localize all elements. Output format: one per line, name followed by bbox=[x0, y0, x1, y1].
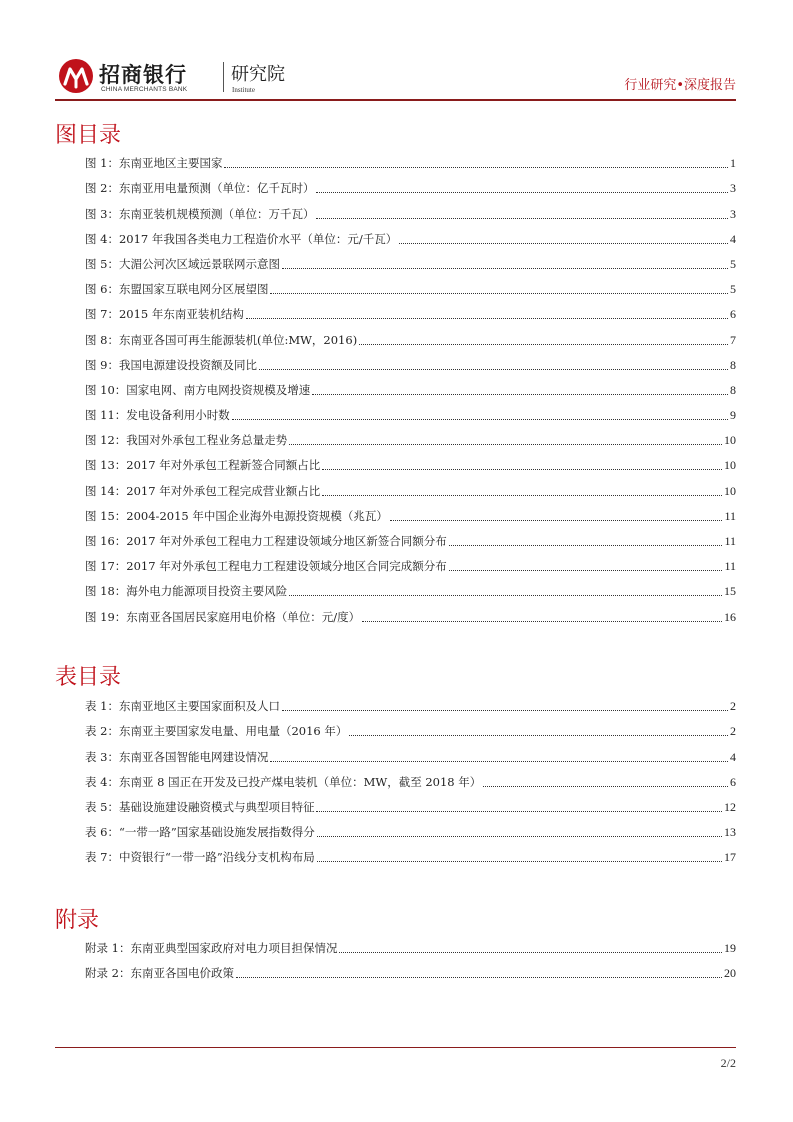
dot-leader bbox=[390, 520, 723, 521]
tables-toc-list bbox=[85, 689, 736, 865]
toc-entry-page: 11 bbox=[724, 534, 736, 548]
dot-leader bbox=[349, 735, 728, 736]
toc-entry-label: 图 18：海外电力能源项目投资主要风险 bbox=[85, 584, 288, 599]
toc-entry-label: 图 5：大湄公河次区域远景联网示意图 bbox=[85, 256, 280, 271]
toc-entry-page: 5 bbox=[730, 282, 736, 297]
dot-leader bbox=[322, 469, 722, 470]
toc-entry-label: 图 11：发电设备利用小时数 bbox=[85, 408, 230, 423]
toc-entry[interactable] bbox=[85, 473, 736, 498]
toc-entry-label: 图 6：东盟国家互联电网分区展望图 bbox=[85, 282, 269, 297]
toc-entry-label: 图 8：东南亚各国可再生能源装机(单位:MW，2016) bbox=[85, 332, 358, 347]
dot-leader bbox=[317, 861, 722, 862]
toc-entry-label: 表 5：基础设施建设融资模式与典型项目特征 bbox=[85, 799, 315, 814]
toc-entry-label: 表 6：“一带一路”国家基础设施发展指数得分 bbox=[85, 825, 315, 840]
dot-leader bbox=[289, 444, 722, 445]
toc-entry[interactable] bbox=[85, 689, 736, 714]
toc-entry-page: 2 bbox=[730, 724, 736, 739]
toc-entry-label: 图 10：国家电网、南方电网投资规模及增速 bbox=[85, 382, 311, 397]
institute-name-en: Institute bbox=[232, 86, 255, 94]
toc-entry-label: 附录 1：东南亚典型国家政府对电力项目担保情况 bbox=[85, 941, 338, 956]
toc-entry-label: 图 15：2004-2015 年中国企业海外电源投资规模（兆瓦） bbox=[85, 508, 388, 523]
figures-section-title: 图目录 bbox=[55, 123, 122, 148]
toc-entry[interactable] bbox=[85, 373, 736, 398]
dot-leader bbox=[236, 977, 722, 978]
toc-entry[interactable] bbox=[85, 423, 736, 448]
toc-entry-label: 图 1：东南亚地区主要国家 bbox=[85, 156, 223, 171]
toc-entry-label: 附录 2：东南亚各国电价政策 bbox=[85, 966, 234, 981]
toc-entry-page: 9 bbox=[730, 408, 736, 423]
toc-entry[interactable] bbox=[85, 272, 736, 297]
toc-entry[interactable] bbox=[85, 931, 736, 956]
footer-rule bbox=[55, 1047, 736, 1048]
toc-entry[interactable] bbox=[85, 499, 736, 524]
dot-leader bbox=[316, 192, 728, 193]
toc-entry-label: 图 4：2017 年我国各类电力工程造价水平（单位：元/千瓦） bbox=[85, 231, 398, 246]
toc-entry-label: 表 3：东南亚各国智能电网建设情况 bbox=[85, 749, 269, 764]
dot-leader bbox=[449, 545, 723, 546]
toc-entry-label: 图 9：我国电源建设投资额及同比 bbox=[85, 357, 257, 372]
header-rule bbox=[55, 99, 736, 101]
toc-entry-page: 11 bbox=[724, 508, 736, 523]
tables-section-title: 表目录 bbox=[55, 665, 122, 690]
bank-name-cn: 招商银行 bbox=[99, 63, 187, 87]
toc-entry[interactable] bbox=[85, 146, 736, 171]
dot-leader bbox=[362, 621, 722, 622]
bank-name-en: CHINA MERCHANTS BANK bbox=[101, 86, 188, 93]
dot-leader bbox=[270, 761, 728, 762]
toc-entry-page: 3 bbox=[730, 181, 736, 196]
dot-leader bbox=[282, 268, 728, 269]
dot-leader bbox=[449, 570, 723, 571]
toc-entry-page: 20 bbox=[724, 966, 736, 981]
logo-divider bbox=[223, 62, 224, 92]
dot-leader bbox=[483, 786, 728, 787]
toc-entry[interactable] bbox=[85, 448, 736, 473]
toc-entry-label: 图 17：2017 年对外承包工程电力工程建设领域分地区合同完成额分布 bbox=[85, 559, 447, 574]
toc-entry-page: 4 bbox=[730, 231, 736, 246]
cmb-logo-icon bbox=[58, 58, 94, 94]
toc-entry-label: 表 4：东南亚 8 国正在开发及已投产煤电装机（单位：MW，截至 2018 年） bbox=[85, 774, 482, 789]
toc-entry-page: 13 bbox=[724, 825, 736, 840]
toc-entry[interactable] bbox=[85, 599, 736, 624]
report-type-label: 行业研究•深度报告 bbox=[624, 78, 736, 93]
toc-entry-page: 19 bbox=[724, 941, 736, 956]
toc-entry[interactable] bbox=[85, 815, 736, 840]
toc-entry-page: 4 bbox=[730, 749, 736, 764]
toc-entry-label: 图 12：我国对外承包工程业务总量走势 bbox=[85, 433, 288, 448]
dot-leader bbox=[289, 595, 722, 596]
toc-entry-page: 12 bbox=[724, 799, 736, 814]
toc-entry[interactable] bbox=[85, 524, 736, 549]
dot-leader bbox=[259, 369, 728, 370]
dot-leader bbox=[322, 495, 722, 496]
toc-entry[interactable] bbox=[85, 765, 736, 790]
toc-entry-label: 图 14：2017 年对外承包工程完成营业额占比 bbox=[85, 483, 321, 498]
toc-entry-page: 8 bbox=[730, 382, 736, 397]
toc-entry[interactable] bbox=[85, 574, 736, 599]
toc-entry[interactable] bbox=[85, 956, 736, 981]
appendix-toc-list bbox=[85, 931, 736, 981]
toc-entry-label: 图 13：2017 年对外承包工程新签合同额占比 bbox=[85, 458, 321, 473]
toc-entry-label: 图 2：东南亚用电量预测（单位：亿千瓦时） bbox=[85, 181, 315, 196]
dot-leader bbox=[399, 243, 728, 244]
dot-leader bbox=[316, 811, 722, 812]
figures-toc-list bbox=[85, 146, 736, 625]
toc-entry-page: 10 bbox=[724, 483, 736, 498]
toc-entry-page: 1 bbox=[730, 156, 736, 171]
toc-entry[interactable] bbox=[85, 322, 736, 347]
toc-entry-page: 8 bbox=[730, 357, 736, 372]
toc-entry-label: 表 1：东南亚地区主要国家面积及人口 bbox=[85, 699, 280, 714]
dot-leader bbox=[316, 218, 728, 219]
toc-entry[interactable] bbox=[85, 222, 736, 247]
toc-entry[interactable] bbox=[85, 297, 736, 322]
toc-entry-label: 表 7：中资银行“一带一路”沿线分支机构布局 bbox=[85, 850, 315, 865]
toc-entry[interactable] bbox=[85, 398, 736, 423]
page-number: 2/2 bbox=[720, 1056, 736, 1070]
toc-entry-page: 6 bbox=[730, 774, 736, 789]
toc-entry-page: 10 bbox=[724, 458, 736, 473]
toc-entry[interactable] bbox=[85, 196, 736, 221]
toc-entry[interactable] bbox=[85, 714, 736, 739]
toc-entry[interactable] bbox=[85, 348, 736, 373]
toc-entry-page: 11 bbox=[724, 559, 736, 574]
toc-entry-label: 图 19：东南亚各国居民家庭用电价格（单位：元/度） bbox=[85, 609, 361, 624]
toc-entry-page: 6 bbox=[730, 307, 736, 322]
toc-entry[interactable] bbox=[85, 171, 736, 196]
toc-entry-page: 10 bbox=[724, 433, 736, 448]
dot-leader bbox=[282, 710, 728, 711]
toc-entry-page: 5 bbox=[730, 256, 736, 271]
toc-entry-page: 15 bbox=[724, 584, 736, 599]
dot-leader bbox=[359, 344, 728, 345]
toc-entry-page: 7 bbox=[730, 332, 736, 347]
dot-leader bbox=[246, 318, 728, 319]
toc-entry-page: 17 bbox=[724, 850, 736, 865]
toc-entry[interactable] bbox=[85, 739, 736, 764]
dot-leader bbox=[270, 293, 728, 294]
dot-leader bbox=[232, 419, 728, 420]
toc-entry-label: 表 2：东南亚主要国家发电量、用电量（2016 年） bbox=[85, 724, 348, 739]
institute-name-cn: 研究院 bbox=[231, 64, 285, 85]
toc-entry-page: 2 bbox=[730, 699, 736, 714]
page-header bbox=[55, 58, 736, 98]
toc-entry-label: 图 3：东南亚装机规模预测（单位：万千瓦） bbox=[85, 206, 315, 221]
toc-entry-page: 16 bbox=[724, 609, 736, 624]
toc-entry[interactable] bbox=[85, 840, 736, 865]
appendix-section-title: 附录 bbox=[55, 908, 100, 933]
toc-entry[interactable] bbox=[85, 549, 736, 574]
toc-entry-page: 3 bbox=[730, 206, 736, 221]
dot-leader bbox=[317, 836, 722, 837]
toc-entry[interactable] bbox=[85, 247, 736, 272]
dot-leader bbox=[224, 167, 728, 168]
toc-entry-label: 图 16：2017 年对外承包工程电力工程建设领域分地区新签合同额分布 bbox=[85, 534, 447, 548]
toc-entry[interactable] bbox=[85, 790, 736, 815]
dot-leader bbox=[339, 952, 722, 953]
toc-entry-label: 图 7：2015 年东南亚装机结构 bbox=[85, 307, 244, 322]
dot-leader bbox=[312, 394, 728, 395]
